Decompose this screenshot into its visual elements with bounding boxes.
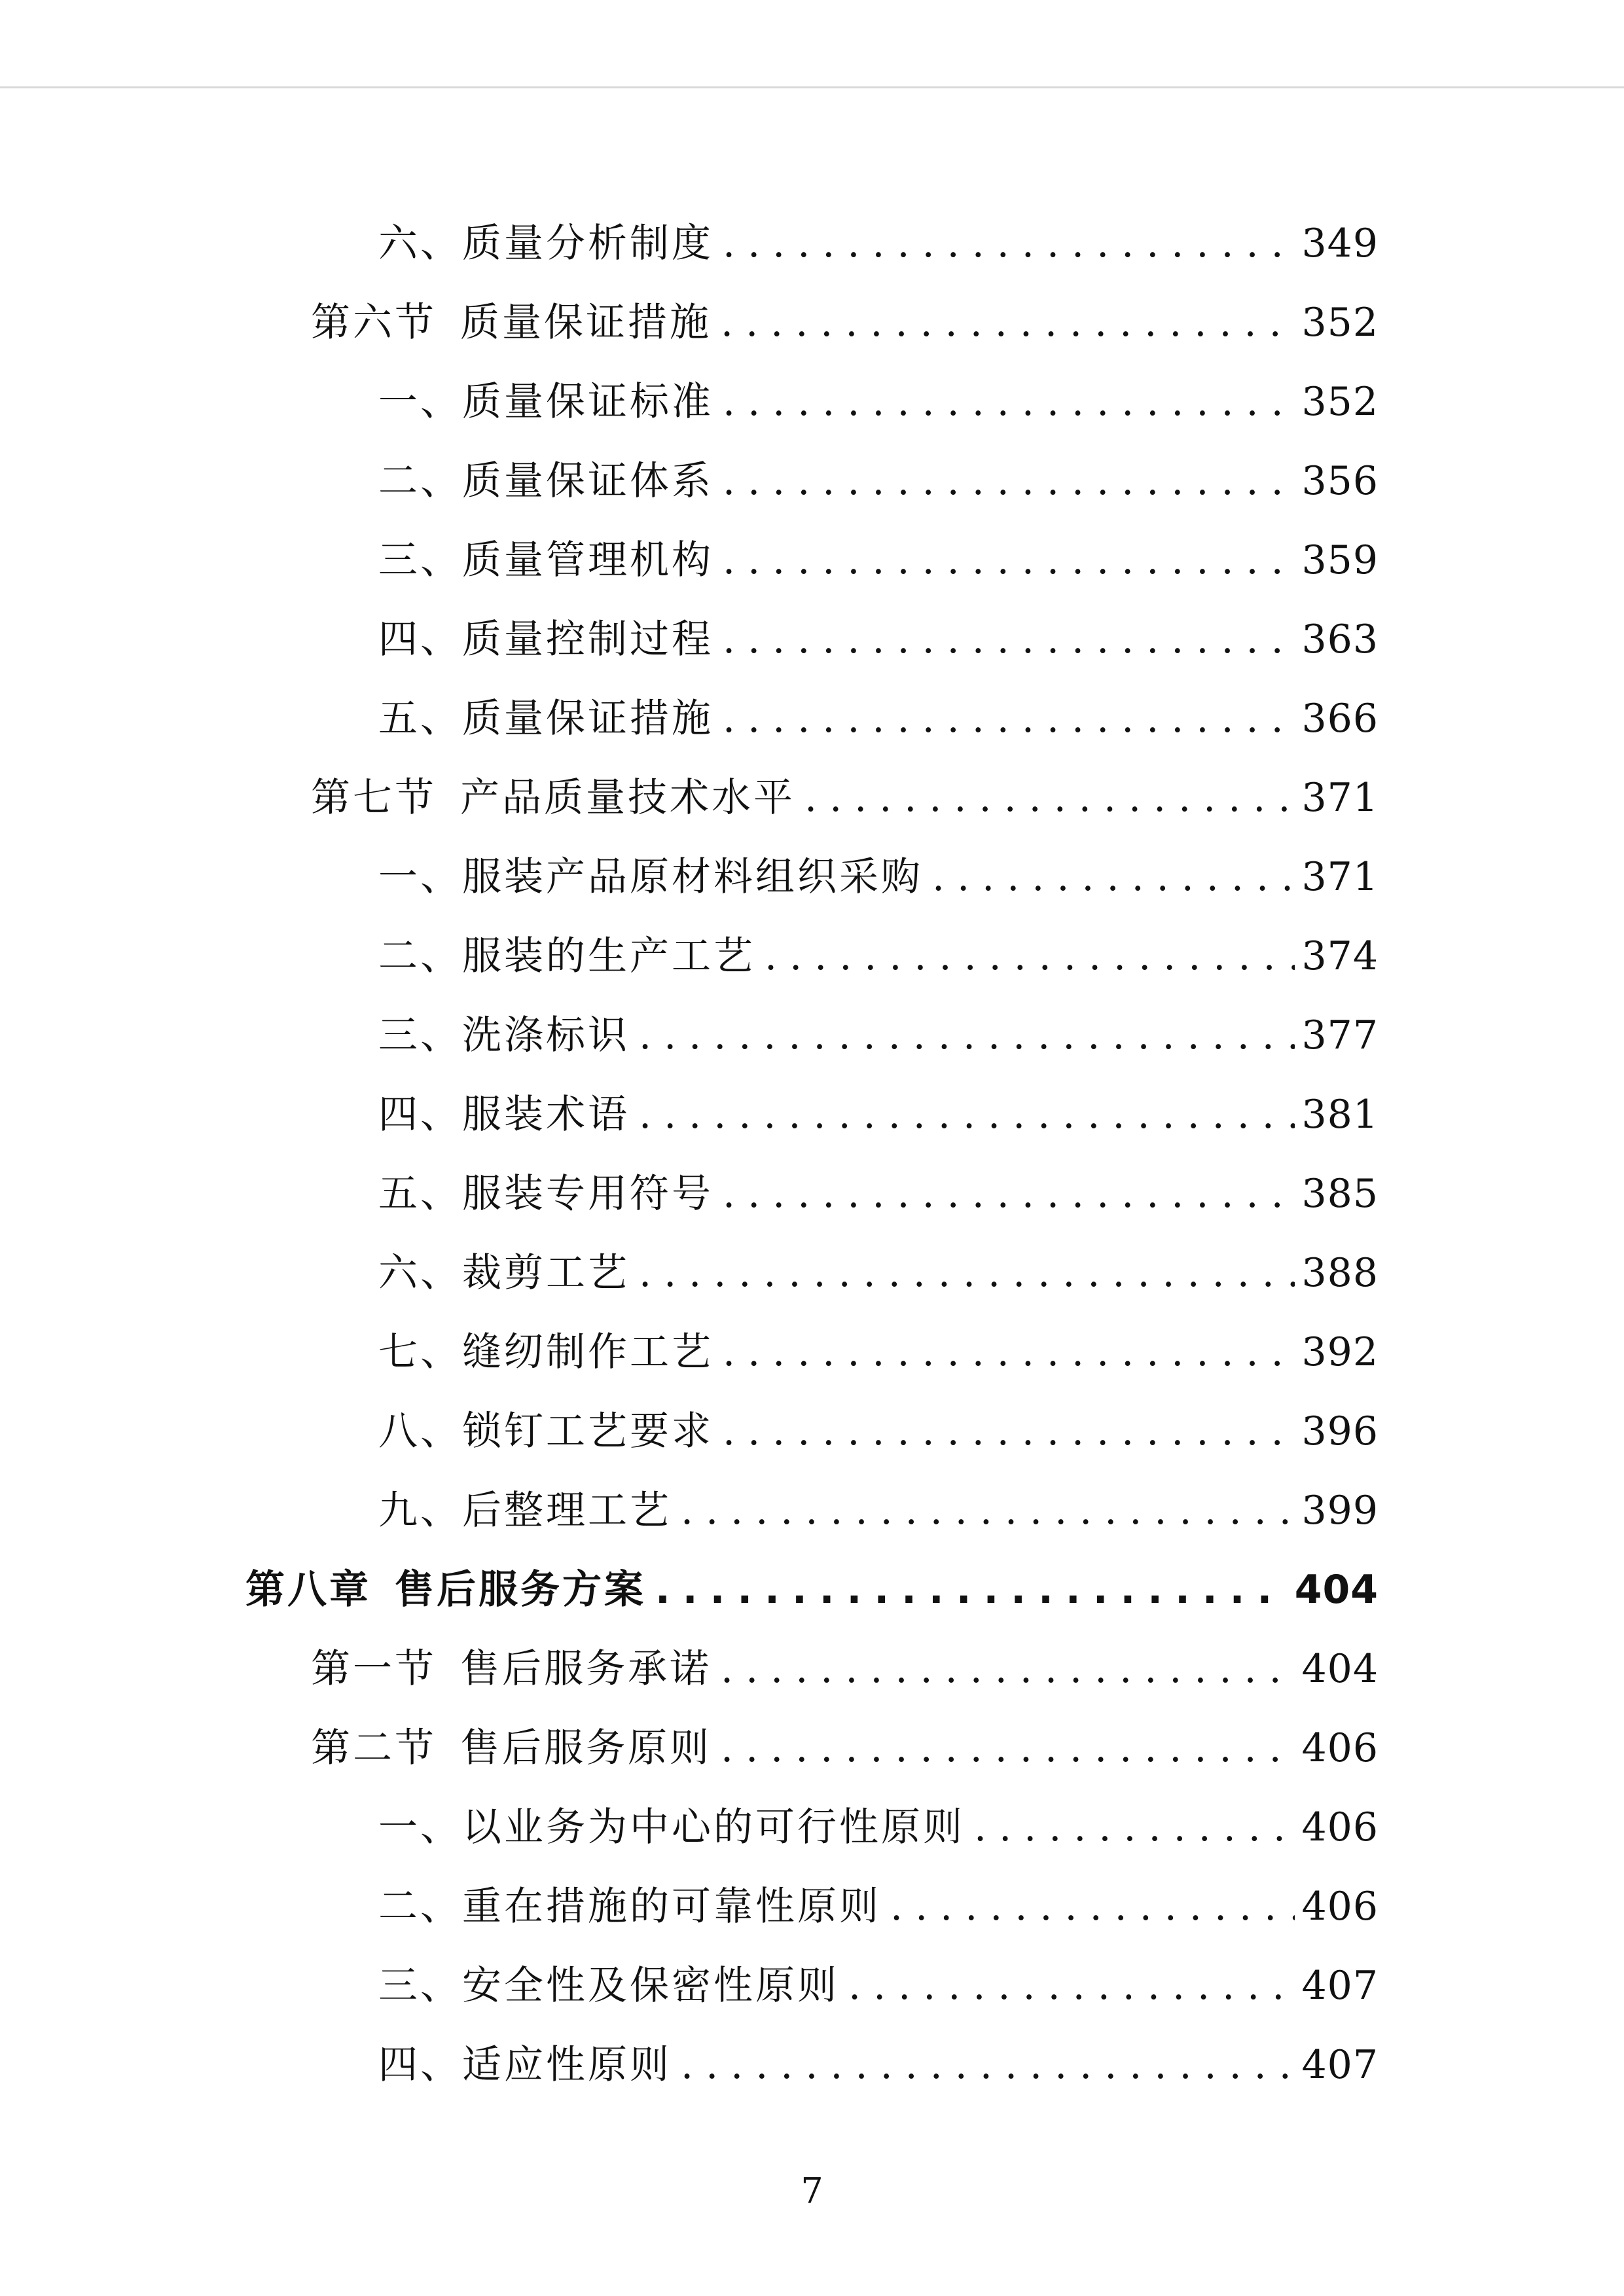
toc-entry-number: 三、	[378, 1963, 462, 2009]
toc-entry-title: 产品质量技术水平	[460, 775, 795, 821]
toc-entry-page: 363	[1301, 617, 1379, 662]
toc-entry-title: 服装产品原材料组织采购	[462, 854, 923, 900]
toc-entry-page: 406	[1301, 1804, 1379, 1850]
toc-entry-number: 六、	[378, 221, 462, 266]
toc-entry-title: 重在措施的可靠性原则	[462, 1884, 881, 1929]
toc-leader-dots	[848, 1946, 1295, 2026]
toc-entry[interactable]	[0, 1788, 1624, 1867]
toc-entry-page: 385	[1301, 1171, 1379, 1217]
toc-entry[interactable]	[0, 1234, 1624, 1313]
toc-entry-page: 381	[1301, 1092, 1379, 1138]
toc-entry[interactable]	[0, 363, 1624, 442]
toc-leader-dots	[681, 2026, 1295, 2105]
toc-entry-page: 349	[1301, 221, 1379, 266]
toc-entry-number: 第六节	[311, 300, 437, 346]
toc-entry[interactable]	[0, 917, 1624, 996]
toc-entry-title: 后整理工艺	[462, 1488, 672, 1534]
toc-entry-page: 392	[1301, 1329, 1379, 1375]
toc-entry-number: 九、	[378, 1488, 462, 1534]
toc-entry[interactable]	[0, 1867, 1624, 1946]
toc-entry-title: 质量保证标准	[462, 379, 713, 425]
toc-entry-chapter[interactable]	[0, 1551, 1624, 1630]
toc-entry-page: 366	[1301, 696, 1379, 742]
toc-entry-number: 一、	[378, 379, 462, 425]
toc-entry[interactable]	[0, 2026, 1624, 2105]
toc-entry-number: 四、	[378, 617, 462, 662]
toc-leader-dots	[721, 1630, 1295, 1709]
toc-entry-page: 371	[1301, 775, 1379, 821]
toc-leader-dots	[639, 1075, 1295, 1155]
toc-entry[interactable]	[0, 996, 1624, 1075]
toc-entry-page: 377	[1301, 1013, 1379, 1058]
toc-entry-number: 第一节	[311, 1646, 437, 1692]
toc-leader-dots	[804, 759, 1295, 838]
toc-leader-dots	[723, 204, 1295, 283]
toc-entry-page: 404	[1301, 1646, 1379, 1692]
toc-leader-dots	[639, 1234, 1295, 1313]
toc-entry-title: 质量保证措施	[462, 696, 713, 742]
toc-leader-dots	[721, 1709, 1295, 1788]
page-number: 7	[801, 2170, 823, 2212]
toc-entry-number: 五、	[378, 696, 462, 742]
toc-entry-number: 三、	[378, 1013, 462, 1058]
toc-entry-number: 二、	[378, 458, 462, 504]
toc-entry-page: 388	[1301, 1250, 1379, 1296]
toc-entry[interactable]	[0, 521, 1624, 600]
toc-entry-title: 锁钉工艺要求	[462, 1408, 713, 1454]
toc-entry-number: 四、	[378, 2042, 462, 2088]
toc-entry-title: 质量控制过程	[462, 617, 713, 662]
toc-leader-dots	[723, 600, 1295, 679]
toc-entry[interactable]	[0, 1709, 1624, 1788]
toc-leader-dots	[932, 838, 1295, 917]
toc-entry-page: 371	[1301, 854, 1379, 900]
toc-entry-page: 359	[1301, 537, 1379, 583]
toc-entry-page: 406	[1301, 1884, 1379, 1929]
toc-entry[interactable]	[0, 679, 1624, 759]
toc-entry-title: 质量保证措施	[460, 300, 712, 346]
toc-entry-number: 五、	[378, 1171, 462, 1217]
toc-entry[interactable]	[0, 600, 1624, 679]
toc-entry[interactable]	[0, 1630, 1624, 1709]
toc-entry[interactable]	[0, 442, 1624, 521]
toc-entry-title: 适应性原则	[462, 2042, 672, 2088]
toc-entry-title: 售后服务承诺	[460, 1646, 712, 1692]
toc-entry[interactable]	[0, 1155, 1624, 1234]
toc-entry-number: 七、	[378, 1329, 462, 1375]
toc-entry-title: 服装的生产工艺	[462, 933, 755, 979]
toc-entry-title: 缝纫制作工艺	[462, 1329, 713, 1375]
toc-entry-title: 裁剪工艺	[462, 1250, 630, 1296]
toc-leader-dots	[723, 1313, 1295, 1392]
toc-entry[interactable]	[0, 1946, 1624, 2026]
toc-entry[interactable]	[0, 283, 1624, 363]
toc-entry-title: 安全性及保密性原则	[462, 1963, 839, 2009]
toc-entry[interactable]	[0, 1471, 1624, 1551]
toc-leader-dots	[681, 1471, 1295, 1551]
toc-entry-title: 服装专用符号	[462, 1171, 713, 1217]
toc-leader-dots	[655, 1551, 1288, 1630]
toc-leader-dots	[723, 363, 1295, 442]
toc-entry-title: 质量管理机构	[462, 537, 713, 583]
toc-entry-page: 399	[1301, 1488, 1379, 1534]
toc-entry[interactable]	[0, 1313, 1624, 1392]
toc-entry-title: 洗涤标识	[462, 1013, 630, 1058]
toc-entry-page: 407	[1301, 1963, 1379, 2009]
toc-entry-page: 352	[1301, 300, 1379, 346]
toc-entry-number: 二、	[378, 1884, 462, 1929]
toc-entry-title: 售后服务方案	[395, 1567, 646, 1613]
toc-entry[interactable]	[0, 759, 1624, 838]
toc-leader-dots	[723, 521, 1295, 600]
toc-entry-page: 374	[1301, 933, 1379, 979]
toc-entry-number: 三、	[378, 537, 462, 583]
toc-leader-dots	[723, 442, 1295, 521]
toc-entry-number: 第七节	[311, 775, 437, 821]
toc-entry-page: 404	[1294, 1567, 1379, 1613]
toc-entry-title: 质量分析制度	[462, 221, 713, 266]
toc-entry-title: 以业务为中心的可行性原则	[462, 1804, 965, 1850]
toc-entry-title: 服装术语	[462, 1092, 630, 1138]
toc-entry-number: 第八章	[245, 1567, 371, 1613]
toc-leader-dots	[639, 996, 1295, 1075]
toc-leader-dots	[765, 917, 1295, 996]
toc-entry-number: 四、	[378, 1092, 462, 1138]
toc-entry[interactable]	[0, 204, 1624, 283]
toc-leader-dots	[974, 1788, 1295, 1867]
toc-entry[interactable]	[0, 1075, 1624, 1155]
toc-leader-dots	[723, 679, 1295, 759]
toc-entry-number: 二、	[378, 933, 462, 979]
toc-entry-title: 售后服务原则	[460, 1725, 712, 1771]
toc-leader-dots	[721, 283, 1295, 363]
toc-entry-page: 407	[1301, 2042, 1379, 2088]
toc-entry[interactable]	[0, 838, 1624, 917]
toc-leader-dots	[890, 1867, 1295, 1946]
toc-entry-number: 一、	[378, 854, 462, 900]
toc-entry[interactable]	[0, 1392, 1624, 1471]
toc-leader-dots	[723, 1392, 1295, 1471]
toc-entry-page: 396	[1301, 1408, 1379, 1454]
toc-entry-page: 352	[1301, 379, 1379, 425]
toc-entry-number: 八、	[378, 1408, 462, 1454]
toc-entry-number: 第二节	[311, 1725, 437, 1771]
toc-entry-number: 一、	[378, 1804, 462, 1850]
toc-leader-dots	[723, 1155, 1295, 1234]
toc-entry-number: 六、	[378, 1250, 462, 1296]
toc-entry-page: 406	[1301, 1725, 1379, 1771]
toc-entry-page: 356	[1301, 458, 1379, 504]
toc-entry-title: 质量保证体系	[462, 458, 713, 504]
